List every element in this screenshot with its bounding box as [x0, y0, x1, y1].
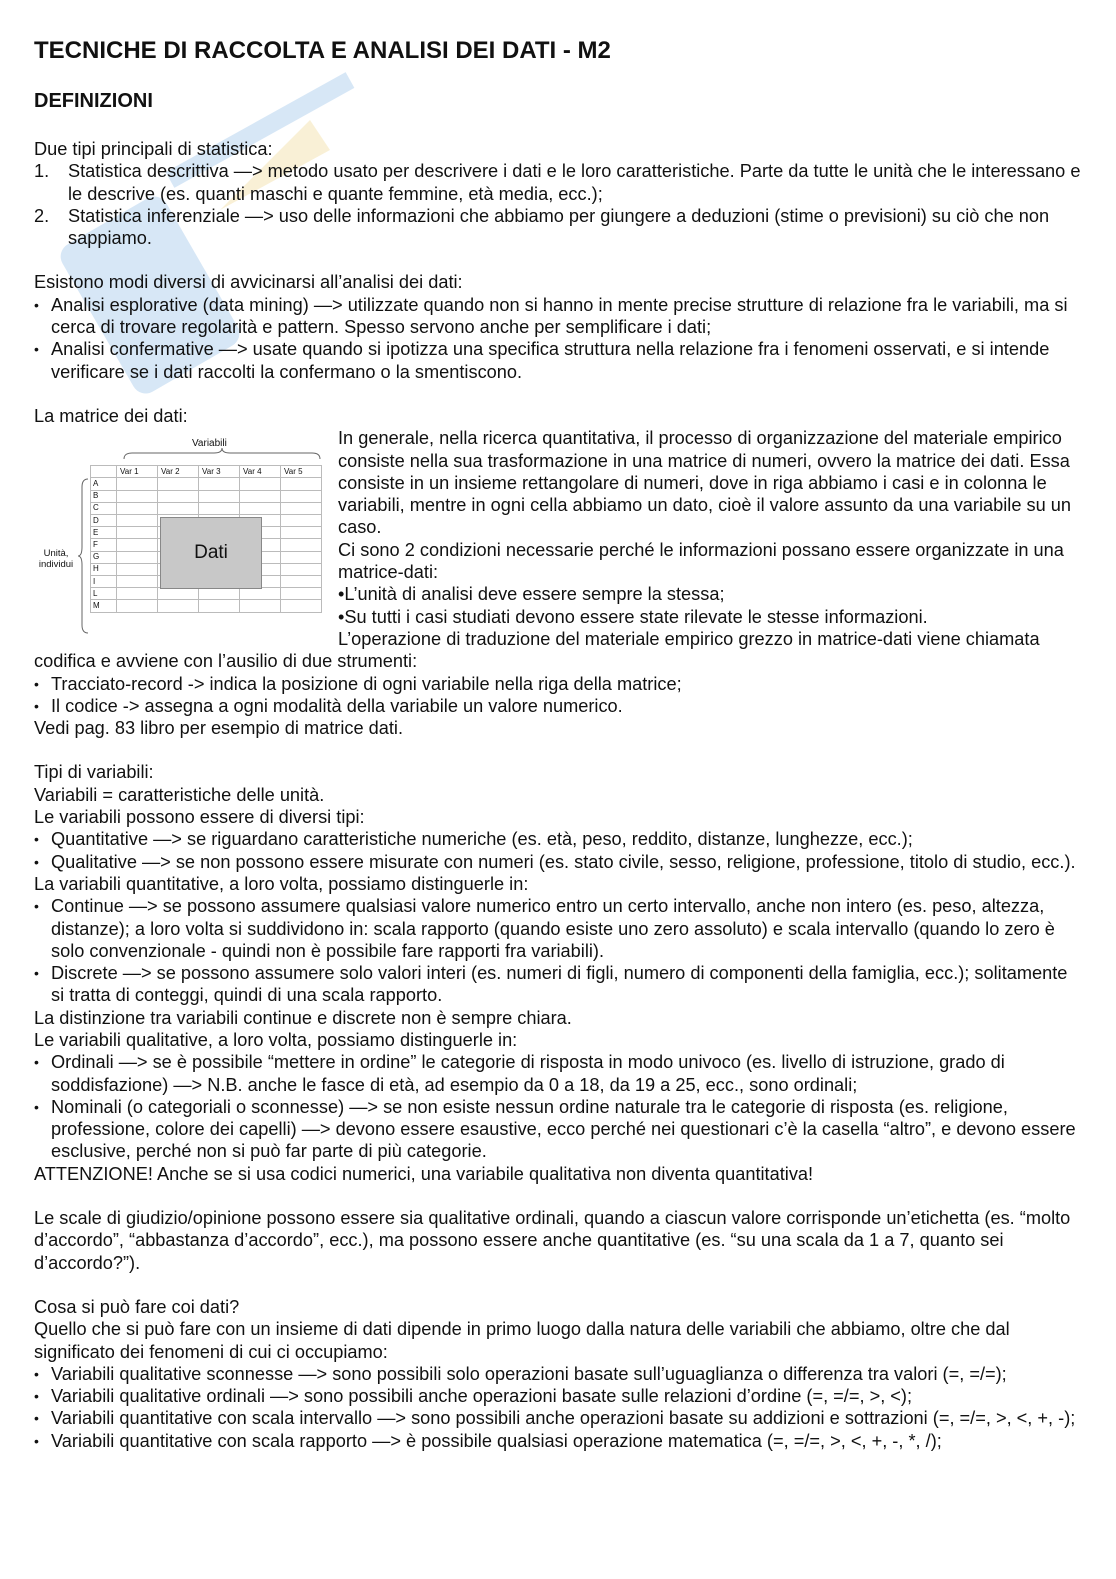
matrix-paragraph: In generale, nella ricerca quantitativa, il processo di organizzazione del materiale empirico consiste nella sua trasformazione in una matrice di numeri, ovvero la matrice dei dati. Essa consiste in un insieme rettangolare di numeri, dove in riga abbiamo i casi e in colonna le variabili, mentre in ogni cella abbiamo un dato, cioè il valore assunto da una variabile su un caso.: [338, 428, 1071, 538]
stat-types-list: [34, 160, 1084, 249]
list-item: • Qualitative —> se non possono essere misurate con numeri (es. stato civile, sesso, religione, professione, titolo di studio, ecc.).: [34, 851, 1084, 873]
list-item: • Variabili qualitative ordinali —> sono possibili anche operazioni basate sulle relazioni d’ordine (=, =/=, >, <);: [34, 1385, 1084, 1407]
matrix-condition-1: •L’unità di analisi deve essere sempre la stessa;: [338, 584, 725, 605]
list-item: • Analisi esplorative (data mining) —> utilizzate quando non si hanno in mente precise strutture di relazione fra le variabili, ma si cerca di trovare regolarità e pattern. Spesso servono anche per semplificare i dati;: [34, 294, 1084, 339]
list-item: • Quantitative —> se riguardano caratteristiche numeriche (es. età, peso, reddito, distanze, lunghezze, ecc.);: [34, 828, 1084, 850]
document-title: TECNICHE DI RACCOLTA E ANALISI DEI DATI - M2: [34, 37, 611, 64]
quantitative-types-list: [34, 895, 1084, 1006]
matrix-conditions: Ci sono 2 condizioni necessarie perché le informazioni possano essere organizzate in una matrice-dati:: [338, 539, 1064, 583]
list-item: • Discrete —> se possono assumere solo valori interi (es. numeri di figli, numero di componenti della famiglia, ecc.); solitamente si tratta di conteggi, quindi di una scala rapporto.: [34, 962, 1084, 1007]
row-label: C: [91, 502, 117, 514]
qualitative-types-list: [34, 1051, 1084, 1162]
list-item: • Variabili qualitative sconnesse —> sono possibili solo operazioni basate sull’uguaglianza o differenza tra valori (=, =/=);: [34, 1363, 1084, 1385]
attention-note: ATTENZIONE! Anche se si usa codici numerici, una variabile qualitativa non diventa quantitativa!: [34, 1163, 814, 1184]
book-reference: Vedi pag. 83 libro per esempio di matrice dati.: [34, 718, 404, 739]
approach-intro: Esistono modi diversi di avvicinarsi all’analisi dei dati:: [34, 272, 463, 293]
row-label: B: [91, 490, 117, 502]
data-matrix-figure: [34, 427, 324, 632]
variable-types-intro: Le variabili possono essere di diversi tipi:: [34, 807, 365, 828]
list-item: • Il codice -> assegna a ogni modalità della variabile un valore numerico.: [34, 695, 1084, 717]
row-label: H: [91, 563, 117, 575]
list-item: • Nominali (o categoriali o sconnesse) —> se non esiste nessun ordine naturale tra le categorie di risposta (es. religione, professione, colore dei capelli) —> devono essere esaustive, ecco perché nei questionari c’è la casella “altro”, e devono essere esclusive, perché non si può far parte di più categorie.: [34, 1096, 1084, 1163]
approaches-list: [34, 294, 1084, 383]
variables-heading: Tipi di variabili:: [34, 762, 154, 783]
list-item: • Tracciato-record -> indica la posizione di ogni variabile nella riga della matrice;: [34, 673, 1084, 695]
column-header: Var 5: [281, 466, 322, 478]
units-brace: [78, 477, 90, 635]
matrix-heading: La matrice dei dati:: [34, 405, 188, 426]
list-item: 2. Statistica inferenziale —> uso delle informazioni che abbiamo per giungere a deduzioni (stime o previsioni) su ciò che non sappiamo.: [34, 205, 1050, 249]
column-header: Var 3: [199, 466, 240, 478]
scales-paragraph: Le scale di giudizio/opinione possono essere sia qualitative ordinali, quando a ciascun valore corrisponde un’etichetta (es. “molto d’accordo”, “abbastanza d’accordo”, ecc.), ma possono essere anche quantitative (es. “su una scala da 1 a 7, quanto sei d’accordo?”).: [34, 1208, 1071, 1273]
list-item: • Continue —> se possono assumere qualsiasi valore numerico entro un certo intervallo, anche non intero (es. peso, altezza, distanze); a loro volta si suddividono in: scala rapporto (quando esiste uno zero assoluto) e scala intervallo (quando lo zero è solo convenzionale - quindi non è possibile fare rapporti fra variabili).: [34, 895, 1084, 962]
distinction-note: La distinzione tra variabili continue e discrete non è sempre chiara.: [34, 1007, 572, 1028]
list-item: 1. Statistica descrittiva —> metodo usato per descrivere i dati e le loro caratteristiche. Parte da tutte le unità che le interessano e le descrive (es. quanti maschi e quante femmine, età media, ecc.);: [34, 161, 1081, 204]
row-label: M: [91, 600, 117, 612]
list-item: • Variabili quantitative con scala intervallo —> sono possibili anche operazioni basate su addizioni e sottrazioni (=, =/=, >, <, +, -);: [34, 1407, 1084, 1429]
stat-intro: Due tipi principali di statistica:: [34, 139, 273, 159]
list-item: • Variabili quantitative con scala rapporto —> è possibile qualsiasi operazione matematica (=, =/=, >, <, +, -, *, /);: [34, 1430, 1084, 1452]
row-label: G: [91, 551, 117, 563]
row-label: L: [91, 588, 117, 600]
row-label: A: [91, 478, 117, 490]
variable-types-list: [34, 828, 1084, 873]
matrix-condition-2: •Su tutti i casi studiati devono essere state rilevate le stesse informazioni.: [338, 606, 928, 627]
variables-brace: [122, 447, 322, 461]
column-header: Var 1: [117, 466, 158, 478]
coding-tools-list: [34, 673, 1084, 718]
units-label: Unità, individui: [38, 548, 74, 571]
operations-heading: Cosa si può fare coi dati?: [34, 1296, 240, 1317]
list-item: • Ordinali —> se è possibile “mettere in ordine” le categorie di risposta in modo univoco (es. livello di istruzione, grado di soddisfazione) —> N.B. anche le fasce di età, ad esempio da 0 a 18, da 19 a 25, ecc., sono ordinali;: [34, 1051, 1084, 1096]
coding-paragraph: L’operazione di traduzione del materiale empirico grezzo in matrice-dati viene chiamata codifica e avviene con l’ausilio di due strumenti:: [34, 628, 1040, 672]
list-item: • Analisi confermative —> usate quando si ipotizza una specifica struttura nella relazione fra i fenomeni osservati, e si intende verificare se i dati raccolti la confermano o la smentiscono.: [34, 338, 1084, 383]
quantitative-intro: La variabili quantitative, a loro volta, possiamo distinguerle in:: [34, 873, 529, 894]
row-label: I: [91, 575, 117, 587]
operations-intro: Quello che si può fare con un insieme di dati dipende in primo luogo dalla natura delle variabili che abbiamo, oltre che dal significato dei fenomeni di cui ci occupiamo:: [34, 1319, 1010, 1362]
data-block: Dati: [160, 517, 262, 589]
column-header: Var 4: [240, 466, 281, 478]
section-heading: DEFINIZIONI: [34, 90, 153, 112]
row-label: D: [91, 515, 117, 527]
operations-list: [34, 1363, 1084, 1452]
qualitative-intro: Le variabili qualitative, a loro volta, possiamo distinguerle in:: [34, 1029, 518, 1050]
variables-label: Variabili: [192, 438, 227, 450]
row-label: F: [91, 539, 117, 551]
variables-definition: Variabili = caratteristiche delle unità.: [34, 784, 325, 805]
row-label: E: [91, 527, 117, 539]
column-header: Var 2: [158, 466, 199, 478]
